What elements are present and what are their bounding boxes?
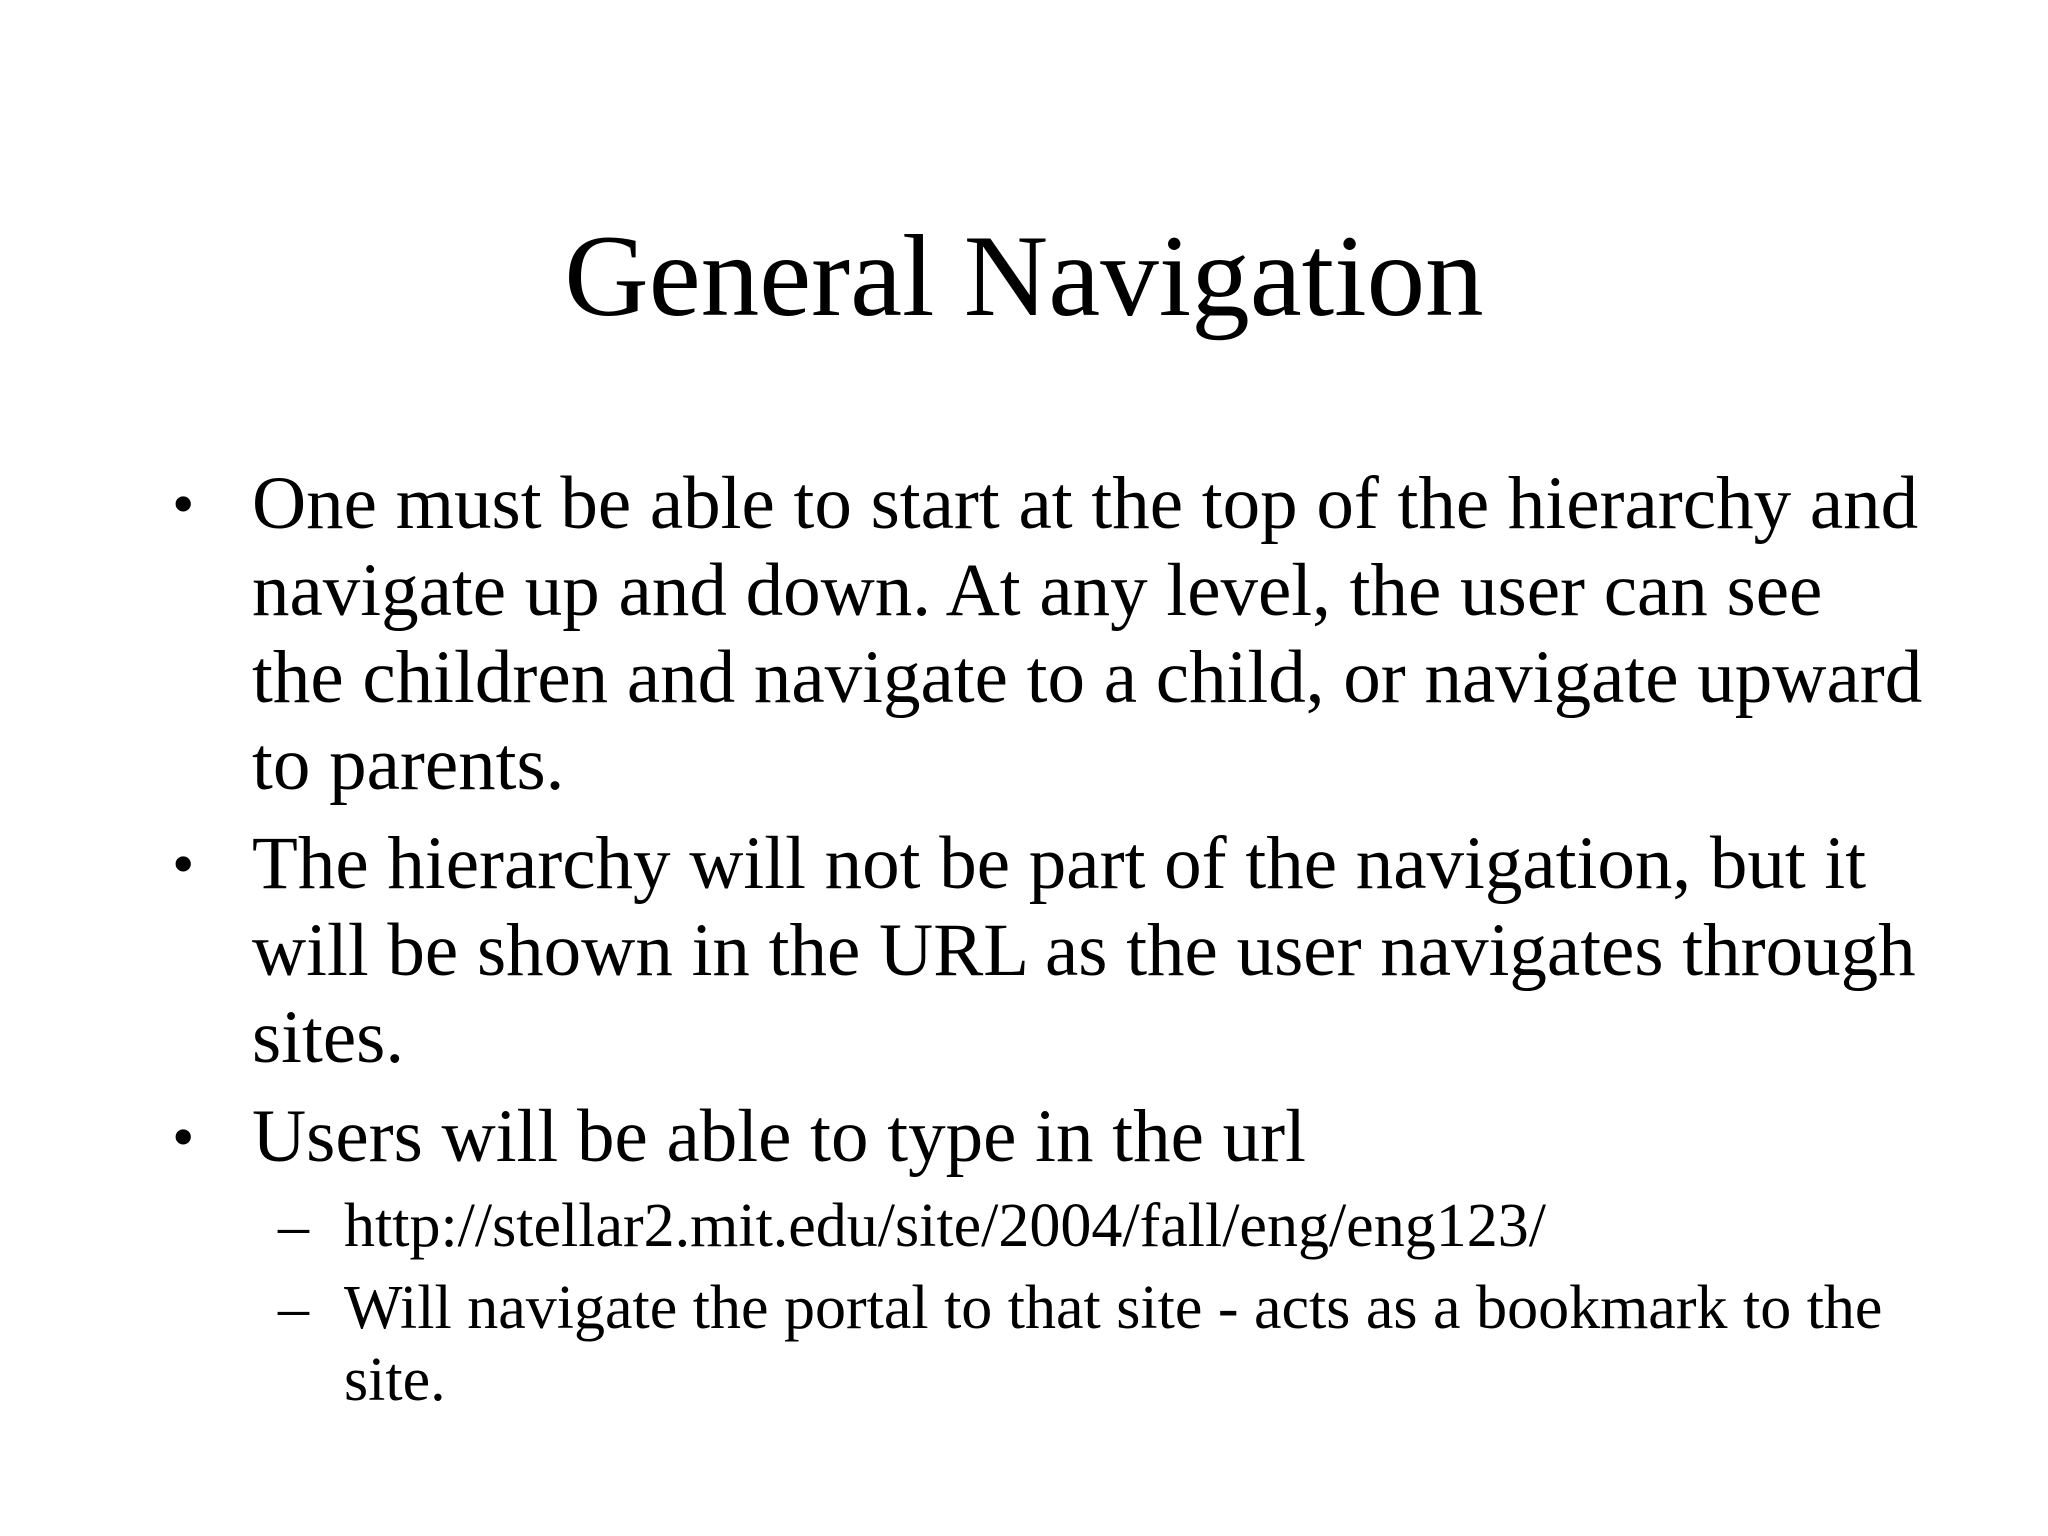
- sub-bullet-text: Will navigate the portal to that site - acts as a bookmark to the site.: [344, 1274, 1883, 1414]
- bullet-marker: •: [172, 1101, 195, 1172]
- sub-bullet-marker: –: [278, 1192, 309, 1260]
- bullet-text: The hierarchy will not be part of the navigation, but it will be shown in the URL as the user navigates through sites.: [252, 822, 1916, 1079]
- bullet-marker: •: [172, 468, 195, 539]
- sub-bullet-item: [168, 1272, 1928, 1416]
- sub-bullet-item: [168, 1190, 1928, 1262]
- bullet-item: [168, 1093, 1928, 1180]
- sub-bullet-marker: –: [278, 1274, 309, 1342]
- bullet-text: One must be able to start at the top of the hierarchy and navigate up and down. At any level, the user can see the children and navigate to a child, or navigate upward to parents.: [252, 462, 1923, 806]
- bullet-marker: •: [172, 828, 195, 899]
- slide-body: [168, 460, 1928, 1416]
- sub-bullet-list: [168, 1190, 1928, 1416]
- sub-bullet-url-text: http://stellar2.mit.edu/site/2004/fall/eng/eng123/: [344, 1192, 1546, 1260]
- bullet-text: Users will be able to type in the url: [252, 1095, 1306, 1178]
- bullet-item: [168, 820, 1928, 1081]
- bullet-item: [168, 460, 1928, 808]
- slide-title: General Navigation: [564, 212, 1484, 341]
